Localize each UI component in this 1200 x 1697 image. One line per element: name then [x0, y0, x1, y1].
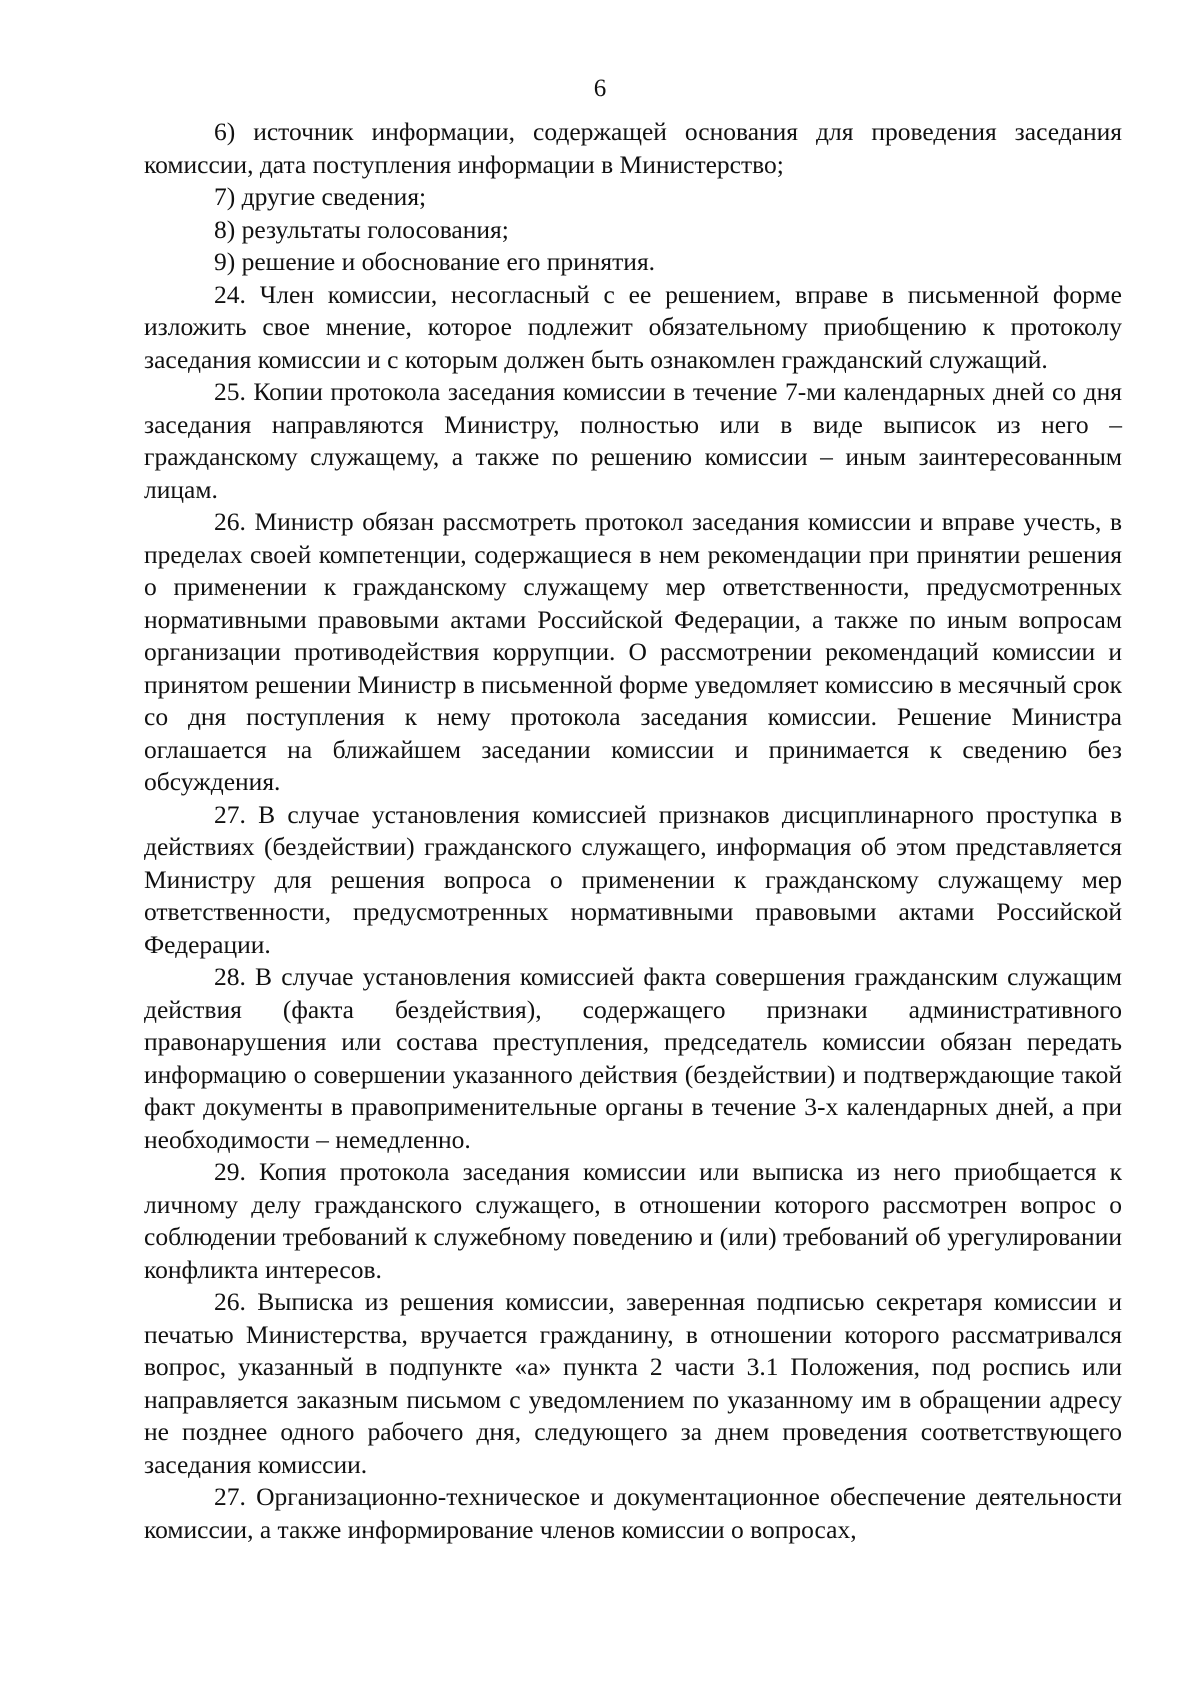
paragraph-item-8: 8) результаты голосования; [214, 214, 509, 244]
paragraph-27: 27. В случае установления комиссией признаков дисциплинарного проступка в действиях (бездействии) гражданского служащего, информация об этом представляется Министру для решения вопроса о применении к гражданскому служащему мер ответственности, предусмотренных нормативными правовыми актами Российской Федерации. [144, 799, 1122, 959]
paragraph-item-9: 9) решение и обоснование его принятия. [214, 247, 656, 276]
paragraph-25: 25. Копии протокола заседания комиссии в течение 7-ми календарных дней со дня заседания направляются Министру, полностью или в виде выписок из него – гражданскому служащему, а также по решению комиссии – иным заинтересованным лицам. [144, 377, 1122, 504]
document-body [144, 116, 1122, 1546]
paragraph-29: 29. Копия протокола заседания комиссии или выписка из него приобщается к личному делу гражданского служащего, в отношении которого рассмотрен вопрос о соблюдении требований к служебному поведению и (или) требований об урегулировании конфликта интересов. [144, 1157, 1122, 1284]
page-number: 6 [593, 75, 607, 102]
paragraph-24: 24. Член комиссии, несогласный с ее решением, вправе в письменной форме изложить свое мнение, которое подлежит обязательному приобщению к протоколу заседания комиссии и с которым должен быть ознакомлен гражданский служащий. [144, 279, 1122, 374]
paragraph-27-support: 27. Организационно-техническое и документационное обеспечение деятельности комиссии, а также информирование членов комиссии о вопросах, [144, 1482, 1122, 1544]
paragraph-item-6: 6) источник информации, содержащей основания для проведения заседания комиссии, дата поступления информации в Министерство; [144, 117, 1122, 179]
paragraph-26: 26. Министр обязан рассмотреть протокол заседания комиссии и вправе учесть, в пределах своей компетенции, содержащиеся в нем рекомендации при принятии решения о применении к гражданскому служащему мер ответственности, предусмотренных нормативными правовыми актами Российской Федерации, а также по иным вопросам организации противодействия коррупции. О рассмотрении рекомендаций комиссии и принятом решении Министр в письменной форме уведомляет комиссию в месячный срок со дня поступления к нему протокола заседания комиссии. Решение Министра оглашается на ближайшем заседании комиссии и принимается к сведению без обсуждения. [144, 507, 1123, 796]
paragraph-item-7: 7) другие сведения; [214, 182, 427, 211]
paragraph-28: 28. В случае установления комиссией факта совершения гражданским служащим действия (факта бездействия), содержащего признаки административного правонарушения или состава преступления, председатель комиссии обязан передать информацию о совершении указанного действия (бездействии) и подтверждающие такой факт документы в правоприменительные органы в течение 3-х календарных дней, а при необходимости – немедленно. [144, 962, 1122, 1154]
paragraph-26-extract: 26. Выписка из решения комиссии, заверенная подписью секретаря комиссии и печатью Министерства, вручается гражданину, в отношении которого рассматривался вопрос, указанный в подпункте «а» пункта 2 части 3.1 Положения, под роспись или направляется заказным письмом с уведомлением по указанному им в обращении адресу не позднее одного рабочего дня, следующего за днем проведения соответствующего заседания комиссии. [144, 1287, 1122, 1479]
